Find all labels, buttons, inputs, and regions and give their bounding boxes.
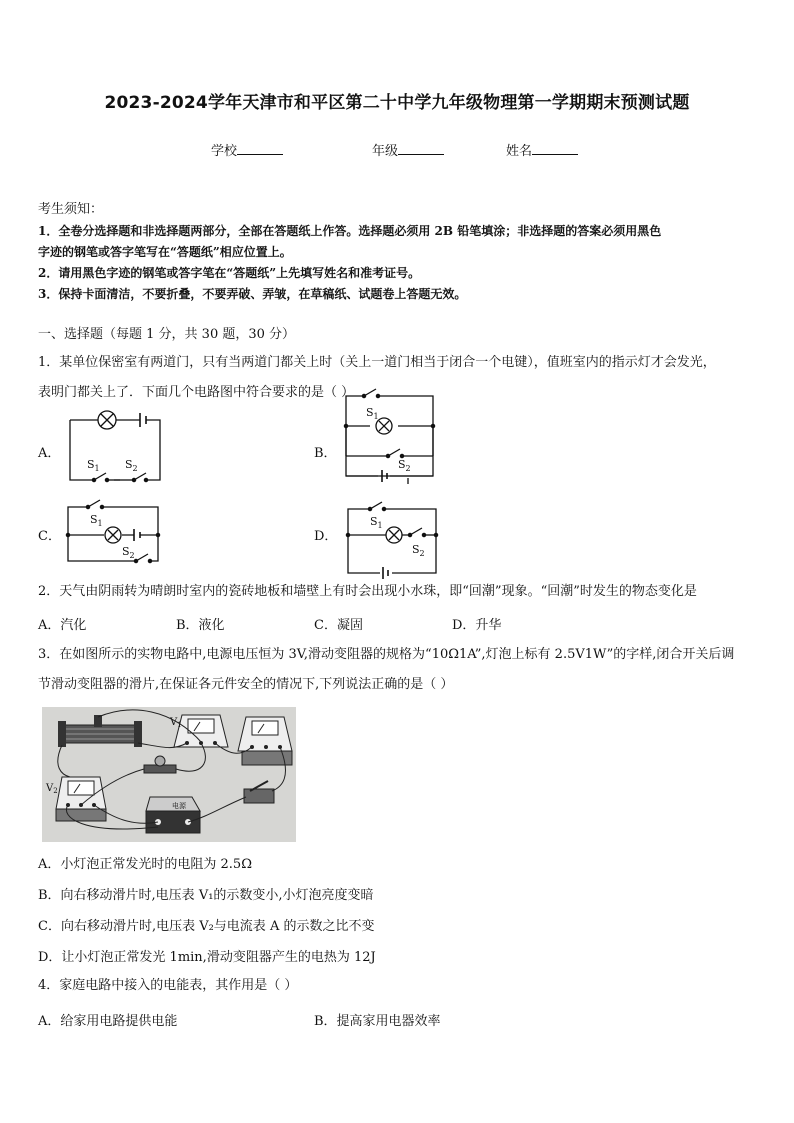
q1-option-a: A．: [38, 446, 61, 461]
switch-s2-icon: [388, 449, 400, 456]
school-field: [211, 140, 283, 159]
school-blank: [237, 142, 283, 155]
q3-option-d: D．让小灯泡正常发光 1min,滑动变阻器产生的电热为 12J: [38, 950, 376, 965]
power-label: 电源: [172, 802, 186, 810]
s1-label: $S_1$: [87, 458, 100, 473]
v1-label: $V_1$: [170, 717, 182, 729]
q2-option-a: A．汽化: [38, 618, 87, 633]
q4-option-b: B．提高家用电器效率: [314, 1014, 441, 1029]
q4-stem: 4．家庭电路中接入的电能表，其作用是（ ）: [38, 978, 298, 993]
switch-icon: [364, 389, 376, 396]
s2-label: $S_2$: [398, 458, 411, 473]
q2-option-d: D．升华: [452, 618, 502, 633]
page-title: 2023-2024学年天津市和平区第二十中学九年级物理第一学期期末预测试题: [104, 93, 690, 113]
circuit-b-diagram: [338, 386, 440, 486]
battery-icon: [134, 529, 140, 541]
battery-icon: [140, 413, 146, 427]
q2-stem: 2．天气由阴雨转为晴朗时室内的瓷砖地板和墙壁上有时会出现小水珠，即“回潮”现象。“回潮”时发生的物态变化是: [38, 584, 697, 599]
q1-stem-line2: 表明门都关上了．下面几个电路图中符合要求的是（ ）: [38, 385, 355, 400]
switch-s1-icon: [88, 500, 100, 507]
notice-item-2: 2．请用黑色字迹的钢笔或答字笔在“答题纸”上先填写姓名和准考证号。: [38, 266, 421, 280]
circuit-a-diagram: [60, 408, 170, 486]
grade-field: [372, 140, 444, 159]
s2-label: $S_2$: [125, 458, 138, 473]
s1-label: $S_1$: [370, 515, 383, 530]
s1-label: $S_1$: [366, 406, 379, 421]
section-heading: 一、选择题（每题 1 分，共 30 题，30 分）: [38, 327, 296, 342]
q3-option-b: B．向右移动滑片时,电压表 V₁的示数变小,小灯泡亮度变暗: [38, 888, 374, 903]
notice-item-1: 1．全卷分选择题和非选择题两部分，全部在答题纸上作答。选择题必须用 2B 铅笔填涂；非选择题的答案必须用黑色: [38, 224, 662, 238]
name-field: [506, 140, 578, 159]
grade-label: 年级: [372, 144, 399, 159]
switch-s2-icon: [410, 528, 422, 535]
notice-heading: 考生须知：: [38, 202, 104, 217]
s1-label: $S_1$: [90, 513, 103, 528]
school-label: 学校: [211, 144, 238, 159]
grade-blank: [398, 142, 444, 155]
q1-option-b: B．: [314, 446, 337, 461]
q3-stem-line2: 节滑动变阻器的滑片,在保证各元件安全的情况下,下列说法正确的是（ ）: [38, 677, 454, 692]
circuit-photo: [42, 707, 296, 842]
s2-label: $S_2$: [122, 545, 135, 560]
q2-option-b: B．液化: [176, 618, 225, 633]
circuit-d-diagram: [340, 495, 444, 580]
q1-stem-line1: 1．某单位保密室有两道门，只有当两道门都关上时（关上一道门相当于闭合一个电键），值班室内的指示灯才会发光，: [38, 355, 716, 370]
name-blank: [532, 142, 578, 155]
notice-item-3: 3．保持卡面清洁，不要折叠，不要弄破、弄皱，在草稿纸、试题卷上答题无效。: [38, 287, 467, 301]
q3-option-a: A．小灯泡正常发光时的电阻为 2.5Ω: [38, 857, 252, 872]
circuit-c-diagram: [60, 495, 168, 570]
q3-stem-line1: 3．在如图所示的实物电路中,电源电压恒为 3V,滑动变阻器的规格为“10Ω1A”,灯泡上标有 2.5V1W”的字样,闭合开关后调: [38, 647, 735, 662]
v2-label: $V_2$: [46, 783, 58, 795]
q3-option-c: C．向右移动滑片时,电压表 V₂与电流表 A 的示数之比不变: [38, 919, 375, 934]
s2-label: $S_2$: [412, 543, 425, 558]
name-label: 姓名: [506, 144, 533, 159]
q2-option-c: C．凝固: [314, 618, 363, 633]
battery-icon: [383, 567, 388, 579]
switch-s2-icon: [136, 554, 148, 561]
q1-option-d: D．: [314, 529, 338, 544]
q4-option-a: A．给家用电路提供电能: [38, 1014, 178, 1029]
notice-item-1b: 字迹的钢笔或答字笔写在“答题纸”相应位置上。: [38, 245, 292, 259]
q1-option-c: C．: [38, 529, 61, 544]
switch-s1-icon: [94, 473, 106, 480]
switch-s1-icon: [370, 502, 382, 509]
